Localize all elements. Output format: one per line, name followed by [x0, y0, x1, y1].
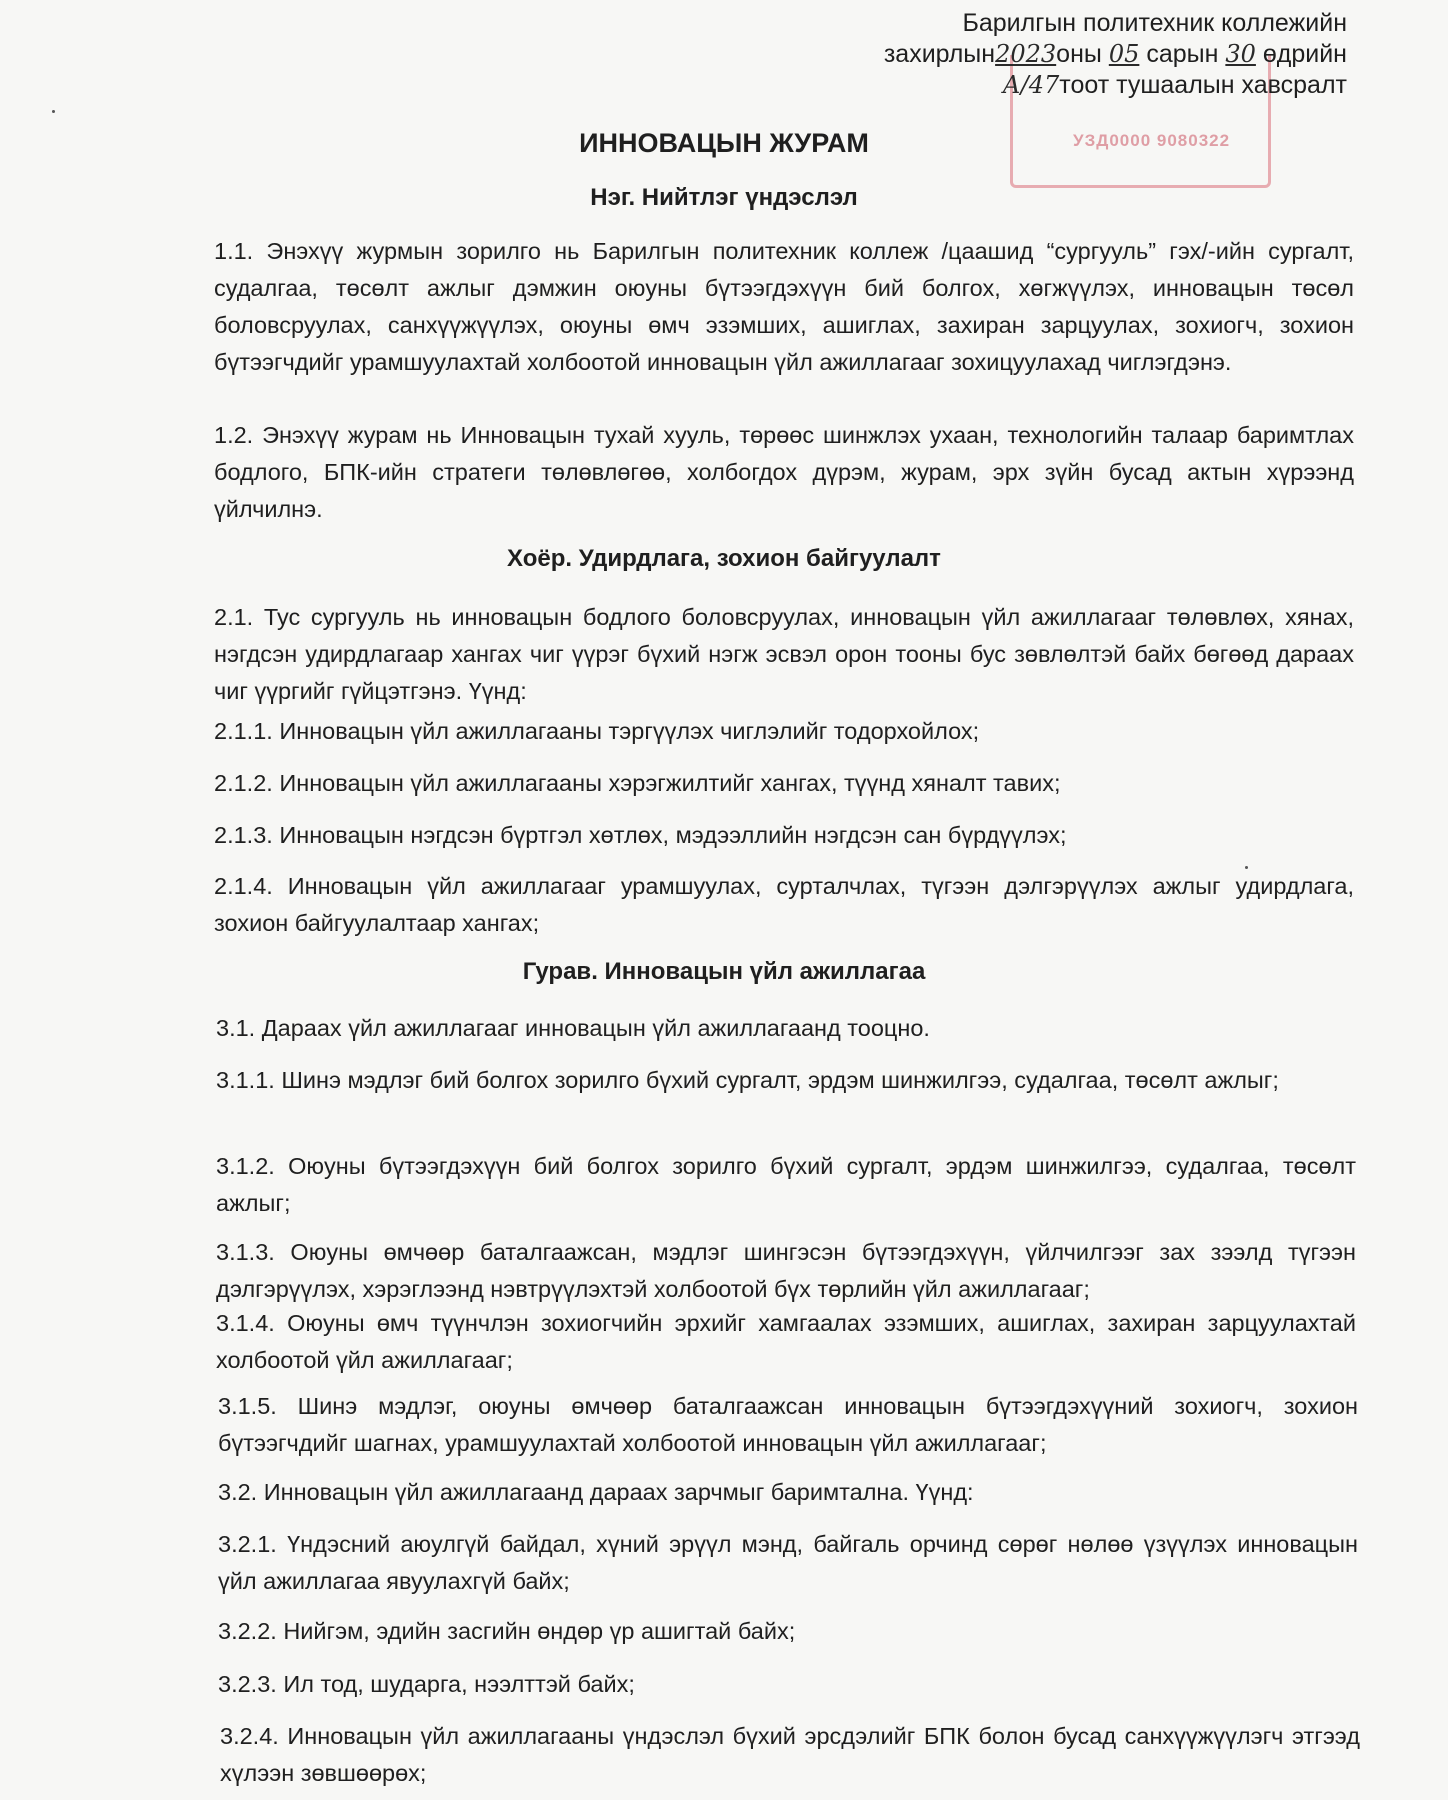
scan-speck [1245, 866, 1248, 869]
paragraph-3-1-5: 3.1.5. Шинэ мэдлэг, оюуны өмчөөр баталгаажсан инновацын бүтээгдэхүүний зохиогч, зохион бүтээгчдийг шагнах, урамшуулахтай холбоотой инновацын үйл ажиллагааг; [218, 1393, 1358, 1456]
paragraph-1-2: 1.2. Энэхүү журам нь Инновацын тухай хууль, төрөөс шинжлэх ухаан, технологийн талаар баримтлах бодлого, БПК-ийн стратеги төлөвлөгөө, холбогдох дүрэм, журам, эрх зүйн бусад актын хүрээнд үйлчилнэ. [214, 422, 1354, 522]
document-title: ИННОВАЦЫН ЖУРАМ [579, 128, 869, 158]
header-line-1: Барилгын политехник коллежийн [962, 9, 1347, 37]
paragraph-3-2-2: 3.2.2. Нийгэм, эдийн засгийн өндөр үр ашигтай байх; [218, 1618, 796, 1644]
paragraph-3-1-2: 3.1.2. Оюуны бүтээгдэхүүн бий болгох зорилго бүхий сургалт, эрдэм шинжилгээ, судалгаа, төсөлт ажлыг; [216, 1153, 1356, 1216]
handwritten-year: 2023 [995, 40, 1057, 68]
handwritten-order-number: А/47 [1002, 71, 1060, 99]
paragraph-3-1-3: 3.1.3. Оюуны өмчөөр баталгаажсан, мэдлэг шингэсэн бүтээгдэхүүн, үйлчилгээг зах зээлд түгээн дэлгэрүүлэх, хэрэглээнд нэвтрүүлэхтэй холбоотой бүх төрлийн үйл ажиллагааг; [216, 1239, 1356, 1302]
paragraph-2-1: 2.1. Тус сургууль нь инновацын бодлого боловсруулах, инновацын үйл ажиллагааг төлөвлөх, хянах, нэгдсэн удирдлагаар хангах чиг үүрэг бүхий нэгж эсвэл орон тооны бус зөвлөлтэй байх бөгөөд дараах чиг үүргийг гүйцэтгэнэ. Үүнд: [214, 604, 1354, 704]
paragraph-3-1-1: 3.1.1. Шинэ мэдлэг бий болгох зорилго бүхий сургалт, эрдэм шинжилгээ, судалгаа, төсөлт ажлыг; [216, 1067, 1279, 1093]
paragraph-3-2-3: 3.2.3. Ил тод, шударга, нээлттэй байх; [218, 1671, 635, 1697]
paragraph-3-2: 3.2. Инновацын үйл ажиллагаанд дараах зарчмыг баримтална. Үүнд: [218, 1479, 974, 1505]
section-heading-3: Гурав. Инновацын үйл ажиллагаа [522, 958, 926, 985]
handwritten-month: 05 [1108, 40, 1140, 68]
paragraph-3-2-1: 3.2.1. Үндэсний аюулгүй байдал, хүний эрүүл мэнд, байгаль орчинд сөрөг нөлөө үзүүлэх инновацын үйл ажиллагаа явуулахгүй байх; [218, 1531, 1358, 1594]
paragraph-2-1-2: 2.1.2. Инновацын үйл ажиллагааны хэрэгжилтийг хангах, түүнд хяналт тавих; [214, 770, 1061, 796]
paragraph-3-1: 3.1. Дараах үйл ажиллагааг инновацын үйл ажиллагаанд тооцно. [216, 1015, 930, 1041]
header-line-2: захирлын2023оны 05 сарын 30 өдрийн [883, 40, 1347, 68]
header-line-3: А/47тоот тушаалын хавсралт [1002, 71, 1347, 99]
handwritten-day: 30 [1225, 40, 1256, 68]
scan-speck [52, 110, 55, 113]
stamp-code: УЗД0000 9080322 [1073, 131, 1231, 150]
attachment-header [884, 8, 1347, 101]
paragraph-2-1-1: 2.1.1. Инновацын үйл ажиллагааны тэргүүлэх чиглэлийг тодорхойлох; [214, 718, 980, 744]
paragraph-3-1-4: 3.1.4. Оюуны өмч түүнчлэн зохиогчийн эрхийг хамгаалах эзэмших, ашиглах, захиран зарцуулахтай холбоотой үйл ажиллагааг; [216, 1310, 1356, 1373]
section-heading-1: Нэг. Нийтлэг үндэслэл [590, 184, 858, 211]
paragraph-3-2-4: 3.2.4. Инновацын үйл ажиллагааны үндэслэл бүхий эрсдэлийг БПК болон бусад санхүүжүүлэгч этгээд хүлээн зөвшөөрөх; [220, 1723, 1360, 1786]
paragraph-2-1-4: 2.1.4. Инновацын үйл ажиллагааг урамшуулах, сурталчлах, түгээн дэлгэрүүлэх ажлыг удирдлага, зохион байгуулалтаар хангах; [214, 873, 1354, 936]
section-heading-2: Хоёр. Удирдлага, зохион байгуулалт [507, 545, 941, 572]
paragraph-2-1-3: 2.1.3. Инновацын нэгдсэн бүртгэл хөтлөх, мэдээллийн нэгдсэн сан бүрдүүлэх; [214, 822, 1067, 848]
paragraph-1-1: 1.1. Энэхүү журмын зорилго нь Барилгын политехник коллеж /цаашид “сургууль” гэх/-ийн сургалт, судалгаа, төсөлт ажлыг дэмжин оюуны бүтээгдэхүүн бий болгох, хөгжүүлэх, инновацын төсөл боловсруулах, санхүүжүүлэх, оюуны өмч эзэмших, ашиглах, захиран зарцуулах, зохиогч, зохион бүтээгчдийг урамшуулахтай холбоотой инновацын үйл ажиллагааг зохицуулахад чиглэгдэнэ. [214, 238, 1354, 375]
